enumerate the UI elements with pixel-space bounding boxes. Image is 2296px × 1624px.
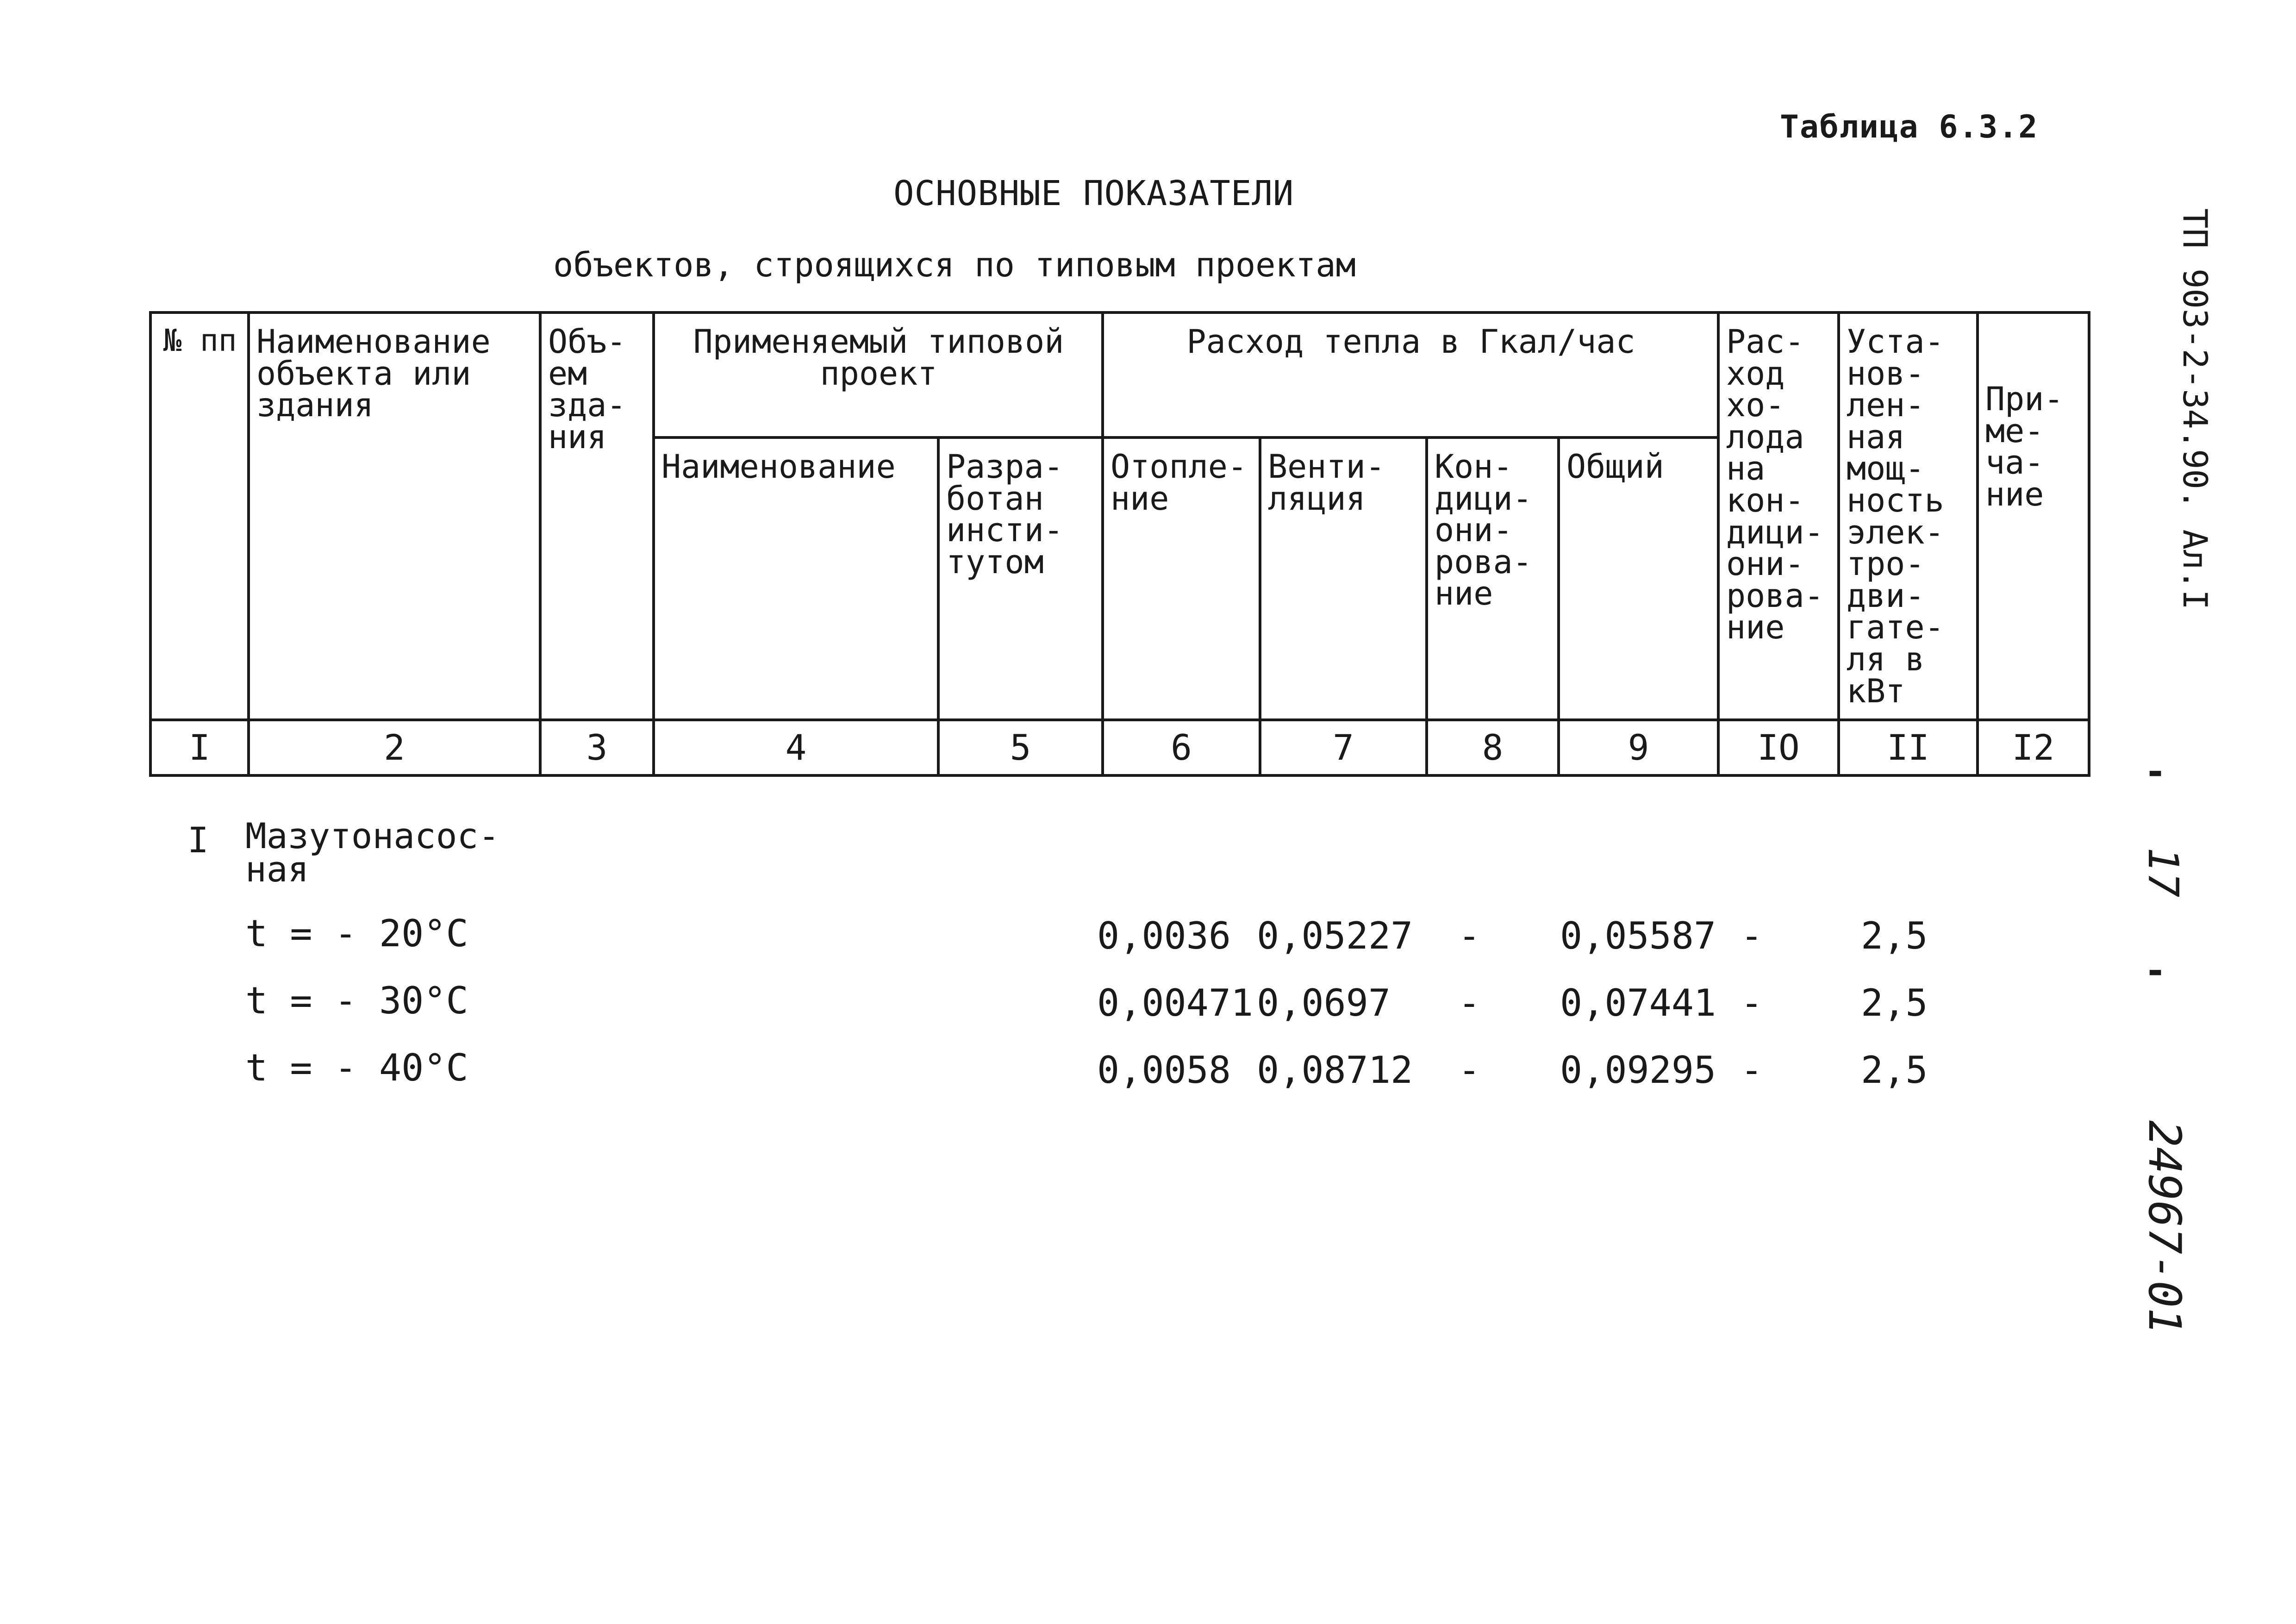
- header-heat-group: Расход тепла в Гкал/час: [1103, 312, 1718, 437]
- column-number: 4: [654, 720, 938, 775]
- item-name: Мазутонасос-ная: [245, 815, 500, 890]
- header-ventilation: Венти-ляция: [1260, 437, 1427, 720]
- header-power: Уста-нов-лен-ная мощ-ность элек-тро-дви-гате-ля в кВт: [1839, 312, 1978, 720]
- margin-dash: -: [2144, 949, 2167, 992]
- value-total: 0,05587: [1560, 914, 1716, 957]
- value-ventilation: 0,0697: [1257, 981, 1391, 1024]
- column-number: 3: [540, 720, 654, 775]
- column-number: 8: [1427, 720, 1559, 775]
- value-power: 2,5: [1861, 981, 1928, 1024]
- temperature-label: t = - 30°C: [245, 979, 468, 1022]
- header-conditioning: Кон-дици-они-рова-ние: [1427, 437, 1559, 720]
- margin-document-number: 24967-01: [2139, 1120, 2190, 1335]
- value-power: 2,5: [1861, 1049, 1928, 1092]
- header-object-name: Наименование объекта или здания: [249, 312, 540, 720]
- value-cold: -: [1741, 1049, 1763, 1092]
- value-heating: 0,0036: [1097, 914, 1231, 957]
- margin-document-code: ТП 903-2-34.90. Ал.I: [2176, 208, 2215, 610]
- temperature-label: t = - 20°C: [245, 912, 468, 955]
- value-conditioning: -: [1458, 914, 1481, 957]
- header-developer: Разра-ботан инсти-тутом: [938, 437, 1103, 720]
- value-cold: -: [1741, 981, 1763, 1024]
- temperature-label: t = - 40°C: [245, 1046, 468, 1089]
- indicators-table: [149, 311, 2090, 777]
- margin-dash: -: [2144, 750, 2167, 793]
- value-total: 0,07441: [1560, 981, 1716, 1024]
- column-number: IO: [1718, 720, 1839, 775]
- value-heating: 0,00471: [1097, 981, 1254, 1024]
- column-number: 7: [1260, 720, 1427, 775]
- header-cold: Рас-ход хо-лода на кон-дици-они-рова-ние: [1718, 312, 1839, 720]
- value-cold: -: [1741, 914, 1763, 957]
- column-number: I: [150, 720, 249, 775]
- header-total: Общий: [1559, 437, 1718, 720]
- header-heating: Отопле-ние: [1103, 437, 1260, 720]
- document-subtitle: объектов, строящихся по типовым проектам: [553, 245, 1356, 284]
- document-title: ОСНОВНЫЕ ПОКАЗАТЕЛИ: [893, 174, 1294, 213]
- value-total: 0,09295: [1560, 1049, 1716, 1092]
- column-number: 6: [1103, 720, 1260, 775]
- header-project-group: Применяемый типовой проект: [654, 312, 1103, 437]
- table-label: Таблица 6.3.2: [1780, 109, 2039, 145]
- margin-page-number: 17: [2139, 847, 2187, 898]
- value-conditioning: -: [1458, 981, 1481, 1024]
- value-ventilation: 0,08712: [1257, 1049, 1413, 1092]
- column-number: II: [1839, 720, 1978, 775]
- value-heating: 0,0058: [1097, 1049, 1231, 1092]
- item-number: I: [187, 819, 209, 861]
- column-number: 2: [249, 720, 540, 775]
- column-number: 5: [938, 720, 1103, 775]
- value-ventilation: 0,05227: [1257, 914, 1413, 957]
- column-number: 9: [1559, 720, 1718, 775]
- header-num: № пп: [150, 312, 249, 720]
- value-conditioning: -: [1458, 1049, 1481, 1092]
- value-power: 2,5: [1861, 914, 1928, 957]
- column-number: I2: [1978, 720, 2089, 775]
- header-volume: Объ-ем зда-ния: [540, 312, 654, 720]
- header-project-name: Наименование: [654, 437, 938, 720]
- header-note: При-ме-ча-ние: [1978, 312, 2089, 720]
